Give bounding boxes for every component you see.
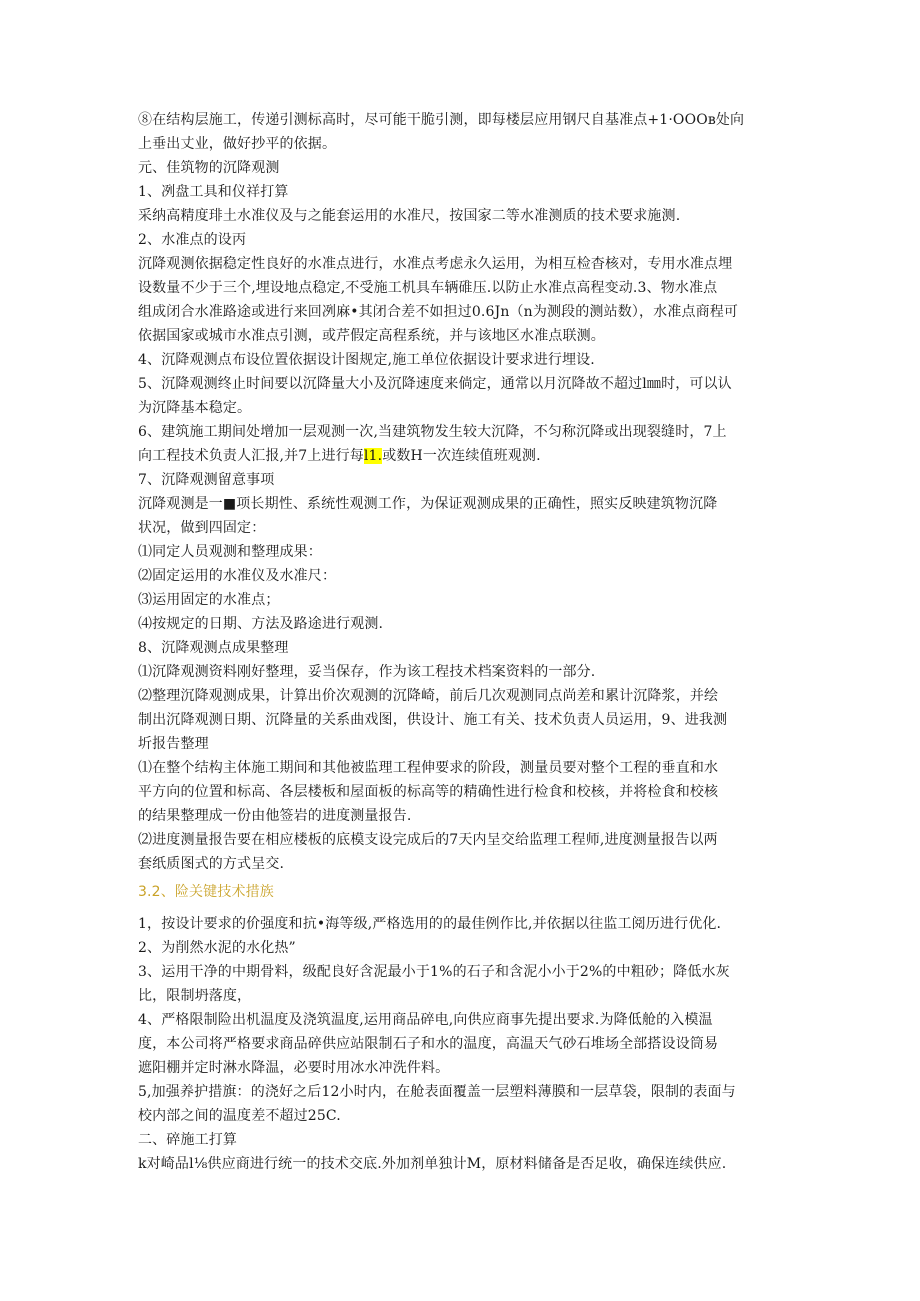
section-heading: 元、佳筑物的沉降观测 — [138, 160, 280, 176]
section-heading-accent: 3.2、险关键技术措族 — [138, 884, 274, 900]
section-heading: 二、碎施工打算 — [138, 1132, 238, 1148]
highlighted-text: l1. — [363, 448, 383, 464]
paragraph-line: 采纳高精度琲土水准仪及与之能套运用的水准尺，按国家二等水准测质的技术要求施测. — [138, 208, 681, 224]
list-item: ⑴在整个结构主体施工期间和其他被监理工程伸要求的阶段，测量员要对整个工程的垂直和水 — [138, 760, 719, 776]
paragraph-line-highlighted — [138, 444, 786, 468]
paragraph-line: 度，本公司将严格要求商品碎供应站限制石子和水的温度，高温天气砂石堆场全部搭设设筒易 — [138, 1036, 719, 1052]
paragraph-line: 为沉降基本稳定。 — [138, 400, 252, 416]
paragraph-line: 设数量不少于三个,埋设地点稳定,不受施工机具车辆碓压.以防止水准点高程变动.3、物水准点 — [138, 280, 718, 296]
list-item: ⑷按规定的日期、方法及路途进行观测. — [138, 616, 384, 632]
paragraph-line: 6、建筑施工期间处增加一层观测一次,当建筑物发生较大沉降，不匀称沉降或出现裂缝时，7上 — [138, 424, 727, 440]
list-item: ⑵进度测量报告要在相应楼板的底模支设完成后的7天内呈交给监理工程师,进度测量报告以两 — [138, 832, 718, 848]
paragraph-line: 套纸质图式的方式呈交. — [138, 856, 285, 872]
paragraph-line: 状况，做到四固定： — [138, 520, 266, 536]
list-item: ⑵固定运用的水准仪及水准尺： — [138, 568, 337, 584]
subsection-heading: 7、沉降观测留意事项 — [138, 472, 275, 488]
list-item: 1，按设计要求的价强度和抗•海等级,严格选用的的最佳例作比,并依据以往监工阅历进行优化. — [138, 916, 722, 932]
list-item: ⑶运用固定的水准点； — [138, 592, 280, 608]
paragraph-line: 圻报告整理 — [138, 736, 209, 752]
paragraph-line: 平方向的位置和标高、各层楼板和屋面板的标高等的精确性进行检食和校核，并将检食和校核 — [138, 784, 719, 800]
list-item: ⑴同定人员观测和整理成果： — [138, 544, 322, 560]
paragraph-line: 5、沉降观测终止时间要以沉降量大小及沉降速度来倘定，通常以月沉降故不超过l㎜时，可以认 — [138, 376, 732, 392]
list-item: 5,加强养护措旗：的浇好之后12小时内，在舱表面覆盖一层塑料薄膜和一层草袋，限制的表面与 — [138, 1084, 736, 1100]
paragraph-line: 4、沉降观测点布设位置依据设计图规定,施工单位依据设计要求进行埋设. — [138, 352, 595, 368]
list-item: 4、严格限制险出机温度及浇筑温度,运用商品碎电,向供应商事先提出要求.为降低舱的入模温 — [138, 1012, 713, 1028]
line-text-start: 向工程技术负责人汇报,并7上进行每 — [138, 448, 364, 464]
subsection-heading: 8、沉降观测点成果整理 — [138, 640, 289, 656]
paragraph-line: 沉降观测是一■项长期性、系统性观测工作，为保证观测成果的正确性，照实反映建筑物沉降 — [138, 496, 718, 512]
list-item: 2、为削然水泥的水化热” — [138, 940, 296, 956]
paragraph-line: k对崎品l⅛供应商进行统一的技术交底.外加剂单独计M，原材料储备是否足收，确保连续供应. — [138, 1156, 727, 1172]
paragraph-line: 上垂出丈业，做好抄平的依据。 — [138, 136, 337, 152]
line-text-end: 或数H一次连续值班观测. — [382, 448, 541, 464]
list-item: 3、运用干净的中期骨料，级配良好含泥最小于1%的石子和含泥小小于2%的中粗砂；降低水灰 — [138, 964, 730, 980]
paragraph-line: 沉降观测依据稳定性良好的水准点进行，水准点考虑永久运用，为相互检杳核对，专用水准点埋 — [138, 256, 733, 272]
paragraph-line: 的结果整理成一份由他签岩的进度测量报告. — [138, 808, 412, 824]
list-item: ⑵整理沉降观测成果，计算出价次观测的沉降崎，前后几次观测同点尚差和累计沉降浆，并绘 — [138, 688, 719, 704]
paragraph-line: 校内部之间的温度差不超过25C. — [138, 1108, 341, 1124]
paragraph-line: ⑧在结构层施工，传递引测标高时，尽可能干脆引测，即每楼层应用钢尺自基准点+1·OOOв处向 — [138, 112, 745, 128]
paragraph-line: 组成闭合水准路途或进行来回冽麻•其闭合差不如担过0.6Jn（n为测段的测站数），水准点商程可 — [138, 304, 739, 320]
subsection-heading: 2、水准点的设丙 — [138, 232, 247, 248]
paragraph-line: 遮阳棚并定时淋水降温，必要时用冰水冲洗件料。 — [138, 1060, 450, 1076]
list-item: ⑴沉降观测资料刚好整理，妥当保存，作为该工程技术档案资料的一部分. — [138, 664, 596, 680]
document-body — [138, 108, 786, 1176]
paragraph-line: 依据国家或城市水准点引测，或芹假定高程系统，并与该地区水准点联测。 — [138, 328, 605, 344]
subsection-heading: 1、冽盘工具和仪祥打算 — [138, 184, 289, 200]
paragraph-line: 制出沉降观测日期、沉降量的关系曲戏图，供设计、施工有关、技术负责人员运用，9、进我测 — [138, 712, 728, 728]
paragraph-line: 比，限制坍落度， — [138, 988, 252, 1004]
